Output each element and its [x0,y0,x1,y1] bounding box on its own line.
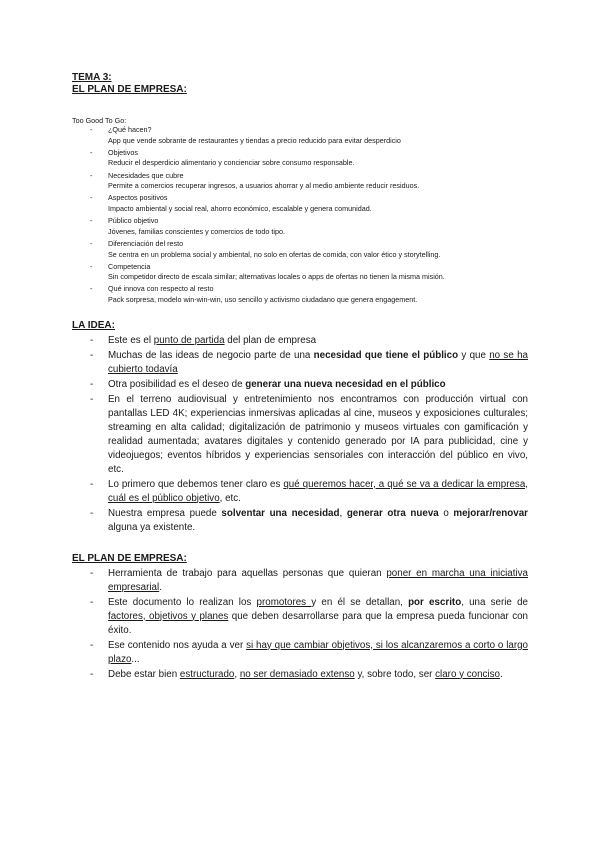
plan-item [72,668,528,682]
idea-text-segment: punto de partida [153,334,225,346]
tgtg-item-label: Diferenciación del resto [108,238,184,248]
plan-section-title: EL PLAN DE EMPRESA: [72,552,187,564]
tgtg-item-desc: Se centra en un problema social y ambiental, no solo en ofertas de comida, con valor ético y storytelling. [108,249,441,259]
idea-text-segment: generar una nueva necesidad en el público [245,378,446,390]
plan-text-segment: y en él se detallan, [311,596,409,608]
bullet-dash: - [90,125,93,134]
plan-text-segment: Este documento lo realizan los [108,596,257,608]
idea-list [72,334,528,535]
plan-text-segment: Ese contenido nos ayuda a ver [108,639,247,651]
idea-text-segment: generar otra nueva [346,507,439,519]
idea-title: LA IDEA: [72,319,115,331]
idea-text-segment: , [339,507,347,519]
idea-text-segment: Lo primero que debemos tener claro es [108,478,284,490]
tgtg-item-desc: Permite a comercios recuperar ingresos, a usuarios ahorrar y al medio ambiente reducir residuos. [108,181,420,191]
tgtg-item [72,262,528,283]
document-content [72,72,528,683]
plan-text-segment: que deben desarrollarse para que la empresa pueda funcionar con éxito. [108,610,528,636]
bullet-dash: - [90,193,93,203]
tgtg-item-label: Público objetivo [108,216,159,226]
tgtg-list [72,125,528,306]
plan-text-segment: promotores [256,596,312,608]
idea-item [72,478,528,506]
bullet-dash: - [90,507,94,519]
idea-text-segment: qué queremos hacer, a qué se va a dedicar la empresa, cuál es el público objetivo [108,478,528,504]
tgtg-item [72,125,528,146]
plan-text-segment: no ser demasiado extenso [239,668,355,680]
tgtg-item [72,193,528,214]
plan-text-segment: , [234,668,240,680]
idea-text-segment: Otra posibilidad es el deseo de [108,378,246,390]
idea-item [72,393,528,477]
idea-text-segment: alguna ya existente. [108,521,196,533]
tgtg-item-desc: App que vende sobrante de restaurantes y tiendas a precio reducido para evitar desperdicio [108,135,401,145]
tgtg-item [72,148,528,169]
idea-text-segment: Nuestra empresa puede [108,507,222,519]
bullet-dash: - [90,639,94,651]
tgtg-item-desc: Sin competidor directo de escala similar; alternativas locales o apps de ofertas no tienen la misma misión. [108,272,445,282]
tgtg-item [72,284,528,305]
plan-text-segment: ... [131,653,140,665]
bullet-dash: - [90,147,93,157]
tgtg-item-label: Aspectos positivos [108,193,168,203]
idea-text-segment: Este es el [108,334,154,346]
idea-text-segment: Muchas de las ideas de negocio parte de una [108,349,314,361]
plan-item [72,596,528,638]
bullet-dash: - [90,668,94,680]
plan-text-segment: factores, objetivos y planes [108,610,229,622]
tgtg-item [72,239,528,260]
idea-text-segment: o [438,507,454,519]
bullet-dash: - [90,378,94,390]
plan-text-segment: . [159,581,162,593]
plan-list [72,567,528,682]
bullet-dash: - [90,216,93,226]
plan-text-segment: Debe estar bien [108,668,180,680]
plan-text-segment: poner en marcha una iniciativa empresarial [108,567,528,593]
bullet-dash: - [90,567,94,579]
plan-item [72,639,528,667]
tgtg-item [72,216,528,237]
idea-text-segment: y que [458,349,490,361]
bullet-dash: - [90,596,94,608]
plan-text-segment: , una serie de [461,596,528,608]
tgtg-item-label: Necesidades que cubre [108,170,184,180]
plan-text-segment: claro y conciso [435,668,500,680]
plan-text-segment: . [499,668,503,680]
idea-item [72,378,528,392]
tgtg-item [72,171,528,192]
tgtg-item-desc: Pack sorpresa, modelo win-win-win, uso sencillo y activismo ciudadano que genera engagement. [108,295,418,305]
bullet-dash: - [90,478,94,490]
idea-item [72,507,528,535]
tgtg-item-label: Qué innova con respecto al resto [108,284,214,294]
idea-text-segment: , etc. [219,492,241,504]
plan-heading: EL PLAN DE EMPRESA: [72,84,187,95]
plan-item [72,567,528,595]
tgtg-item-desc: Impacto ambiental y social real, ahorro económico, escalable y genera comunidad. [108,203,372,213]
bullet-dash: - [90,349,94,361]
idea-text-segment: solventar una necesidad [221,507,340,519]
idea-text-segment: no se ha cubierto todavía [108,349,528,375]
bullet-dash: - [90,170,93,180]
tgtg-item-label: Objetivos [108,147,138,157]
tgtg-item-label: Competencia [108,261,151,271]
bullet-dash: - [90,334,94,346]
bullet-dash: - [90,238,93,248]
bullet-dash: - [90,284,93,294]
tgtg-item-desc: Reducir el desperdicio alimentario y concienciar sobre consumo responsable. [108,158,355,168]
idea-text-segment: mejorar/renovar [453,507,528,519]
idea-item [72,334,528,348]
bullet-dash: - [90,261,93,271]
plan-text-segment: por escrito [408,596,462,608]
plan-text-segment: si hay que cambiar objetivos, si los alcanzaremos a corto o largo plazo [108,639,529,665]
idea-text-segment: del plan de empresa [224,334,317,346]
idea-text-segment: En el terreno audiovisual y entretenimiento nos encontramos con producción virtual con pantallas LED 4K; experiencias inmersivas aplicadas al cine, museos y exposiciones culturales; streaming en alta calidad; digitalización de patrimonio y museos virtuales con gamificación y realidad aumentada; avatares digitales y contenido generado por IA para publicidad, cine y videojuegos; eventos híbridos y experiencias sensoriales con interacción del público en vivo, etc. [108,393,528,475]
tgtg-title: Too Good To Go: [72,116,127,125]
idea-text-segment: necesidad que tiene el público [313,349,459,361]
idea-item [72,349,528,377]
plan-text-segment: estructurado [179,668,235,680]
topic-heading: TEMA 3: [72,72,112,83]
plan-text-segment: Herramienta de trabajo para aquellas personas que quieran [108,567,387,579]
tgtg-item-label: ¿Qué hacen? [108,125,152,134]
tgtg-item-desc: Jóvenes, familias conscientes y comercios de todo tipo. [108,226,285,236]
plan-text-segment: y, sobre todo, ser [354,668,436,680]
bullet-dash: - [90,393,94,405]
